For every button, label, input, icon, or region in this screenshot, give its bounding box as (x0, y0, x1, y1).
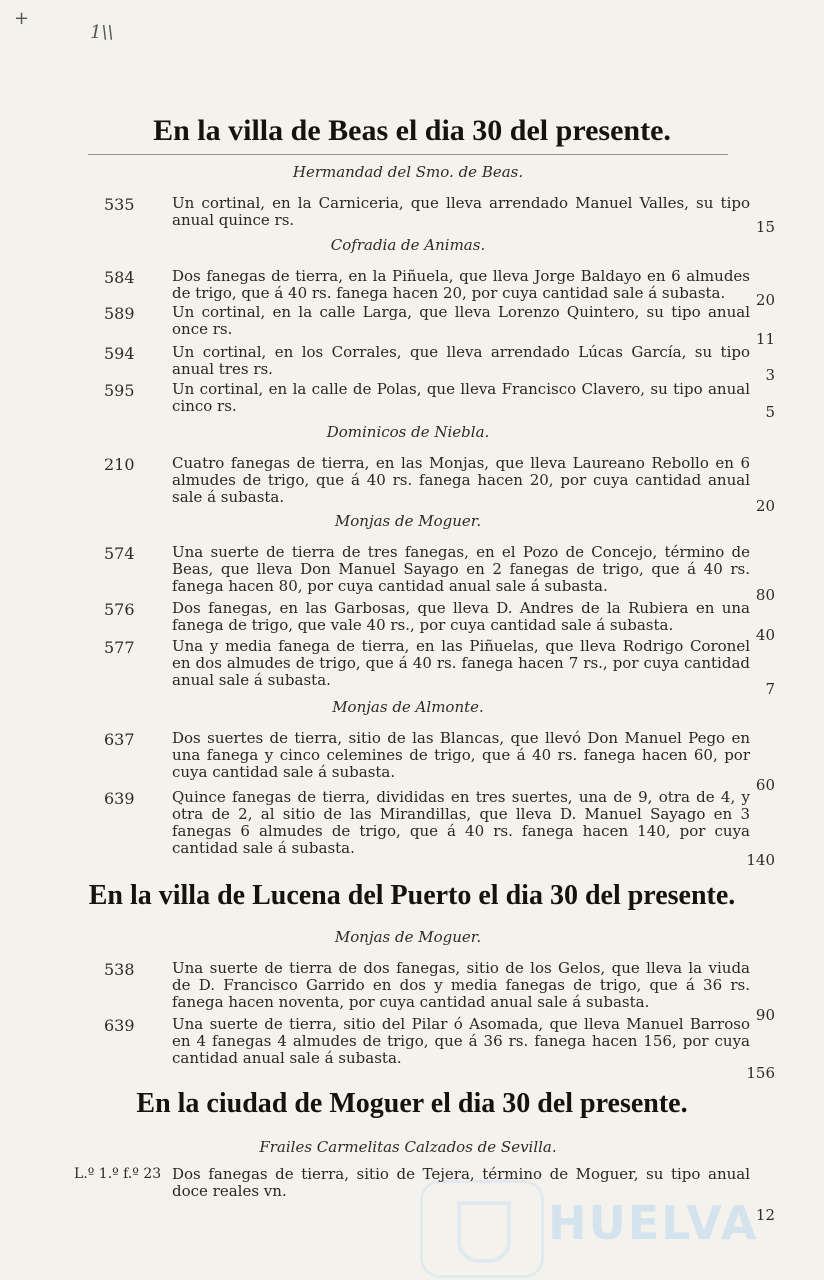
entry-amount: 80 (755, 586, 775, 604)
entry-number: 577 (104, 638, 135, 657)
list-item (100, 195, 790, 235)
margin-mark-cross: + (14, 8, 30, 29)
entry-number: 538 (104, 960, 135, 979)
entry-text: Una suerte de tierra de tres fanegas, en el Pozo de Concejo, término de Beas, que lleva Don Manuel Sayago en 2 fanegas de trigo, que á 40 rs. fanega hacen 80, por cuya cantidad anual sale á subasta. (172, 543, 750, 595)
divider (88, 154, 728, 155)
entry-amount: 20 (755, 497, 775, 515)
list-item (100, 637, 790, 698)
entry-number: 639 (104, 1016, 135, 1035)
section-heading: En la ciudad de Moguer el dia 30 del presente. (136, 1088, 688, 1119)
entry-number: 594 (104, 344, 135, 363)
entry-amount: 90 (755, 1006, 775, 1024)
group-title: Cofradia de Animas. (330, 236, 486, 254)
entry-text: Una suerte de tierra, sitio del Pilar ó Asomada, que lleva Manuel Barroso en 4 fanegas 4 almudes de trigo, que á 36 rs. fanega hacen 156, por cuya cantidad anual sale á subasta. (172, 1015, 750, 1067)
entry-text: Una suerte de tierra de dos fanegas, sitio de los Gelos, que lleva la viuda de D. Francisco Garrido en dos y media fanegas de trigo, que á 36 rs. fanega hacen noventa, por cuya cantidad anual sale á subasta. (172, 959, 750, 1011)
entry-amount: 60 (755, 776, 775, 794)
entry-amount: 20 (755, 291, 775, 309)
entry-text: Dos fanegas de tierra, en la Piñuela, que lleva Jorge Baldayo en 6 almudes de trigo, que á 40 rs. fanega hacen 20, por cuya cantidad sale á subasta. (172, 267, 750, 302)
entry-number: 535 (104, 195, 135, 214)
entry-number: 574 (104, 544, 135, 563)
entry-amount: 5 (765, 403, 775, 421)
list-item (100, 381, 790, 421)
entry-number: 589 (104, 304, 135, 323)
entry-amount: 12 (755, 1206, 775, 1224)
entry-number: L.º 1.º f.º 23 (74, 1166, 162, 1182)
group-title: Monjas de Almonte. (332, 698, 484, 716)
group-title: Frailes Carmelitas Calzados de Sevilla. (259, 1138, 557, 1156)
entry-number: 637 (104, 730, 135, 749)
entry-text: Quince fanegas de tierra, divididas en tres suertes, una de 9, otra de 4, y otra de 2, al sitio de las Mirandillas, que lleva D. Manuel Sayago en 3 fanegas 6 almudes de trigo, que á 40 rs. fanega hacen 140, por cuya cantidad sale á subasta. (172, 788, 750, 857)
group-title: Dominicos de Niebla. (326, 423, 490, 441)
list-item (100, 959, 790, 1024)
list-item (100, 599, 790, 644)
list-item (100, 303, 790, 348)
entry-text: Cuatro fanegas de tierra, en las Monjas, que lleva Laureano Rebollo en 6 almudes de trigo, que á 40 rs. fanega hacen 20, por cuya cantidad anual sale á subasta. (172, 454, 750, 506)
group-title: Monjas de Moguer. (334, 512, 482, 530)
section-heading: En la villa de Beas el dia 30 del presente. (153, 114, 671, 147)
entry-amount: 11 (755, 330, 775, 348)
list-item (100, 454, 790, 515)
watermark-text: HUELVA (548, 1196, 759, 1250)
entry-text: Un cortinal, en la calle de Polas, que lleva Francisco Clavero, su tipo anual cinco rs. (172, 380, 750, 415)
entry-amount: 3 (765, 366, 775, 384)
entry-number: 210 (104, 455, 135, 474)
entry-amount: 40 (755, 626, 775, 644)
section-heading: En la villa de Lucena del Puerto el dia 30 del presente. (88, 880, 736, 911)
list-item (100, 543, 790, 604)
entry-amount: 15 (755, 218, 775, 236)
entry-amount: 140 (746, 851, 775, 869)
entry-number: 639 (104, 789, 135, 808)
list-item (100, 729, 790, 794)
entry-number: 595 (104, 381, 135, 400)
entry-text: Un cortinal, en la calle Larga, que lleva Lorenzo Quintero, su tipo anual once rs. (172, 303, 750, 338)
entry-text: Dos fanegas, en las Garbosas, que lleva D. Andres de la Rubiera en una fanega de trigo, que vale 40 rs., por cuya cantidad sale á subasta. (172, 599, 750, 634)
list-item (100, 788, 790, 869)
entry-amount: 156 (746, 1064, 775, 1082)
entry-amount: 7 (765, 680, 775, 698)
list-item (100, 344, 790, 384)
entry-number: 576 (104, 600, 135, 619)
entry-text: Una y media fanega de tierra, en las Piñuelas, que lleva Rodrigo Coronel en dos almudes de trigo, que á 40 rs. fanega hacen 7 rs., por cuya cantidad anual sale á subasta. (172, 637, 750, 689)
entry-text: Dos fanegas de tierra, sitio de Tejera, término de Moguer, su tipo anual doce reales vn. (172, 1165, 750, 1200)
entry-text: Un cortinal, en los Corrales, que lleva arrendado Lúcas García, su tipo anual tres rs. (172, 343, 750, 378)
list-item (74, 1165, 790, 1226)
group-title: Monjas de Moguer. (334, 928, 482, 946)
entry-number: 584 (104, 268, 135, 287)
group-title: Hermandad del Smo. de Beas. (292, 163, 524, 181)
margin-note: 1\\ (90, 22, 114, 43)
entry-text: Dos suertes de tierra, sitio de las Blancas, que llevó Don Manuel Pego en una fanega y cinco celemines de trigo, que á 40 rs. fanega hacen 60, por cuya cantidad sale á subasta. (172, 729, 750, 781)
entry-text: Un cortinal, en la Carniceria, que lleva arrendado Manuel Valles, su tipo anual quince rs. (172, 194, 750, 229)
list-item (100, 268, 790, 308)
